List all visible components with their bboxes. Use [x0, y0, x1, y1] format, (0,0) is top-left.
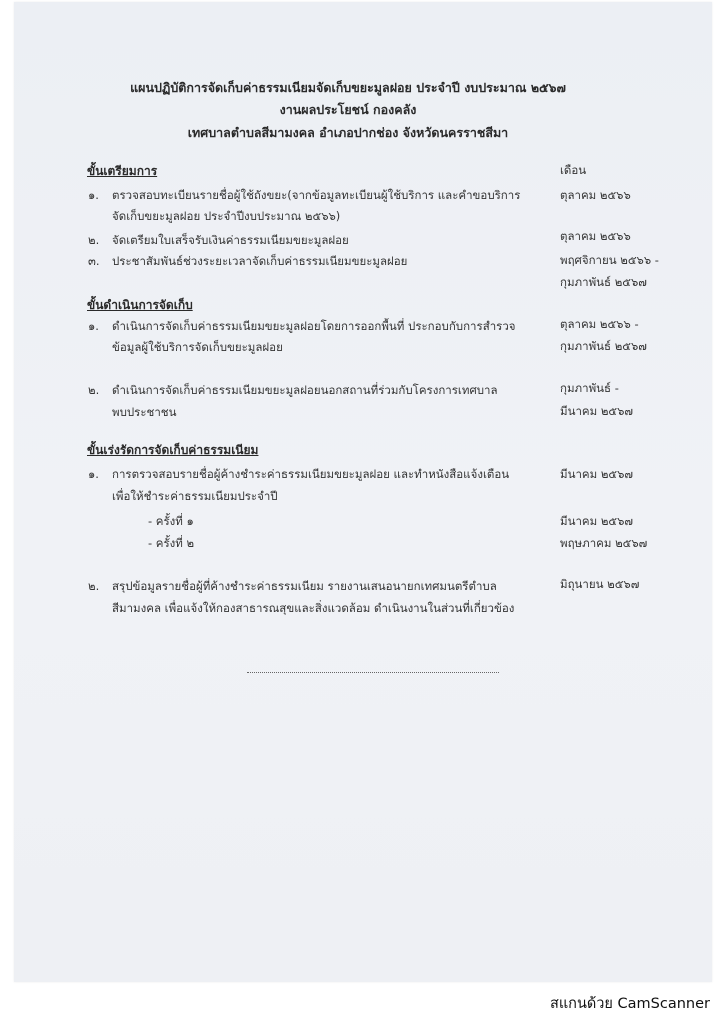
sub-item-month: พฤษภาคม ๒๕๖๗: [560, 536, 648, 550]
item-number: ๒.: [88, 383, 100, 397]
item-month: กุมภาพันธ์ ๒๕๖๗: [560, 275, 647, 289]
document-subtitle-municipality: เทศบาลตำบลสีมามงคล อำเภอปากช่อง จังหวัดนครราชสีมา: [187, 125, 509, 140]
item-number: ๑.: [88, 467, 99, 481]
item-month: กุมภาพันธ์ -: [560, 381, 619, 395]
section-title-enforcement: ขั้นเร่งรัดการจัดเก็บค่าธรรมเนียม: [87, 443, 259, 457]
item-text-line: จัดเก็บขยะมูลฝอย ประจำปีงบประมาณ ๒๕๖๖): [112, 209, 341, 223]
item-text-line: ประชาสัมพันธ์ช่วงระยะเวลาจัดเก็บค่าธรรมเนียมขยะมูลฝอย: [112, 254, 408, 268]
item-month: ตุลาคม ๒๕๖๖ -: [560, 317, 639, 331]
section-title-preparation: ขั้นเตรียมการ: [87, 164, 158, 178]
sub-item-month: มีนาคม ๒๕๖๗: [560, 514, 634, 528]
item-month: มีนาคม ๒๕๖๗: [560, 467, 634, 481]
item-text-line: สีมามงคล เพื่อแจ้งให้กองสาธารณสุขและสิ่งแวดล้อม ดำเนินงานในส่วนที่เกี่ยวข้อง: [112, 601, 515, 615]
sub-item-label: - ครั้งที่ ๑: [148, 514, 194, 528]
item-number: ๑.: [88, 188, 99, 202]
item-number: ๒.: [88, 233, 100, 247]
item-text-line: เพื่อให้ชำระค่าธรรมเนียมประจำปี: [112, 489, 278, 503]
item-text-line: ข้อมูลผู้ใช้บริการจัดเก็บขยะมูลฝอย: [112, 340, 283, 354]
sub-item-label: - ครั้งที่ ๒: [148, 536, 195, 550]
item-number: ๓.: [88, 254, 100, 268]
item-month: มิถุนายน ๒๕๖๗: [560, 577, 640, 591]
item-text-line: สรุปข้อมูลรายชื่อผู้ที่ค้างชำระค่าธรรมเนียม รายงานเสนอนายกเทศมนตรีตำบล: [112, 579, 497, 593]
document-title: แผนปฏิบัติการจัดเก็บค่าธรรมเนียมจัดเก็บขยะมูลฝอย ประจำปี งบประมาณ ๒๕๖๗: [130, 80, 566, 95]
section-title-collection: ขั้นดำเนินการจัดเก็บ: [87, 298, 193, 312]
end-divider: [247, 672, 499, 673]
item-number: ๒.: [88, 579, 100, 593]
month-column-header: เดือน: [560, 163, 587, 177]
item-text-line: ดำเนินการจัดเก็บค่าธรรมเนียมขยะมูลฝอยนอกสถานที่ร่วมกับโครงการเทศบาล: [112, 383, 498, 397]
item-text-line: พบประชาชน: [112, 405, 177, 419]
item-month: มีนาคม ๒๕๖๗: [560, 404, 634, 418]
item-month: พฤศจิกายน ๒๕๖๖ -: [560, 253, 659, 267]
item-number: ๑.: [88, 319, 99, 333]
item-month: กุมภาพันธ์ ๒๕๖๗: [560, 339, 647, 353]
camscanner-watermark: สแกนด้วย CamScanner: [549, 996, 710, 1012]
item-month: ตุลาคม ๒๕๖๖: [560, 188, 631, 202]
item-text-line: การตรวจสอบรายชื่อผู้ค้างชำระค่าธรรมเนียมขยะมูลฝอย และทำหนังสือแจ้งเตือน: [112, 467, 510, 481]
item-text-line: ดำเนินการจัดเก็บค่าธรรมเนียมขยะมูลฝอยโดยการออกพื้นที่ ประกอบกับการสำรวจ: [112, 319, 516, 333]
document-subtitle-department: งานผลประโยชน์ กองคลัง: [279, 102, 417, 117]
item-month: ตุลาคม ๒๕๖๖: [560, 229, 631, 243]
item-text-line: จัดเตรียมใบเสร็จรับเงินค่าธรรมเนียมขยะมูลฝอย: [112, 233, 349, 247]
item-text-line: ตรวจสอบทะเบียนรายชื่อผู้ใช้ถังขยะ(จากข้อมูลทะเบียนผู้ใช้บริการ และคำขอบริการ: [112, 188, 521, 202]
